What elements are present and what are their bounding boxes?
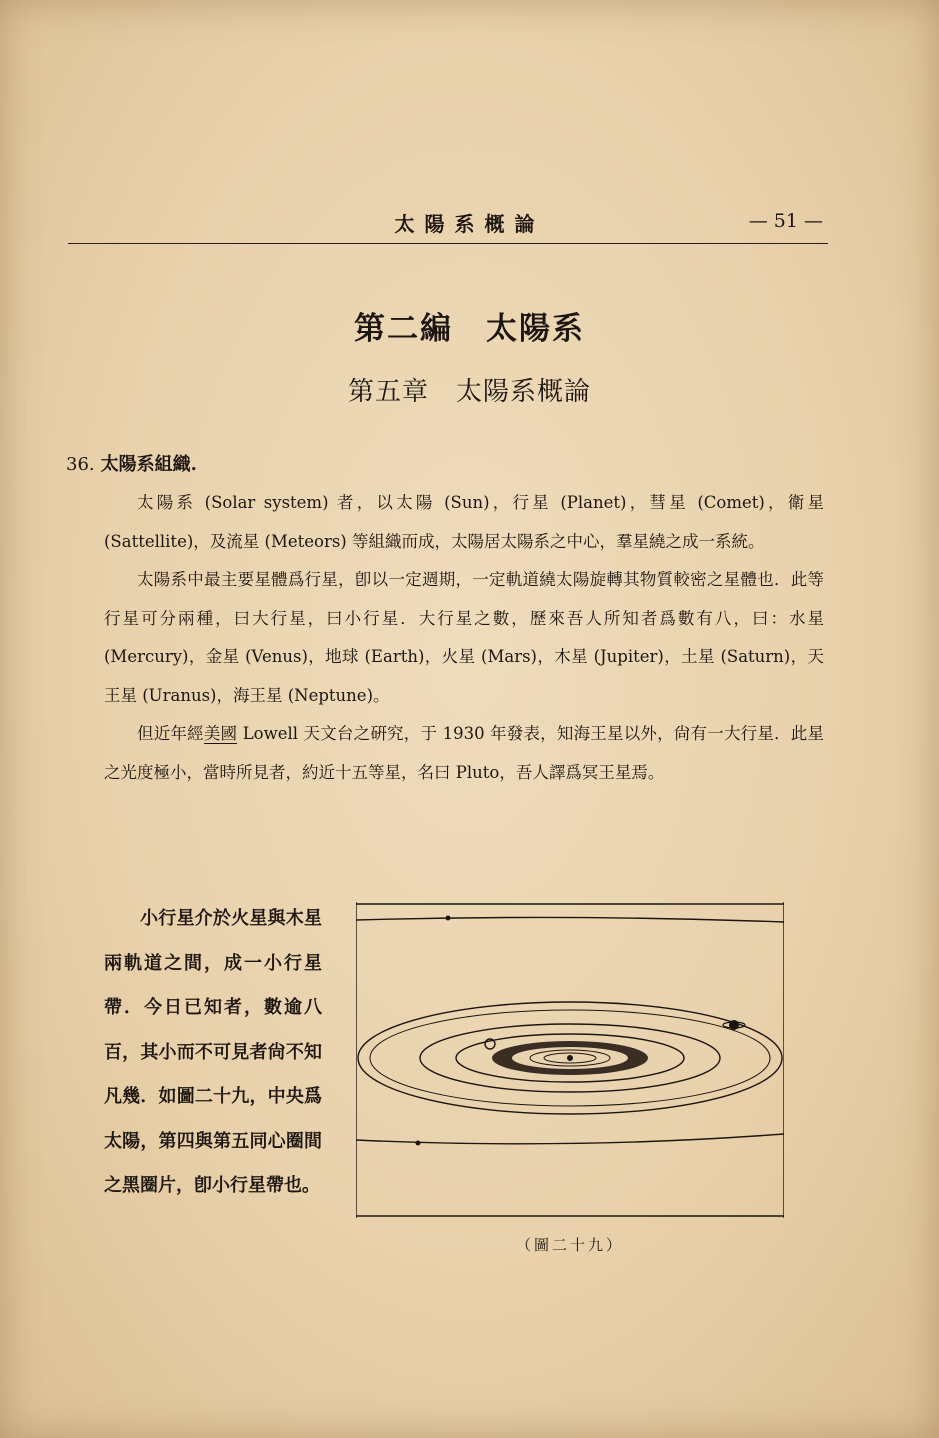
sun-icon: [567, 1055, 573, 1061]
solar-system-figure: [356, 902, 784, 1218]
figure-caption: （圖二十九）: [515, 1236, 624, 1254]
underlined-country: 美國: [203, 724, 238, 743]
header-rule: [68, 243, 828, 244]
section-number: 36.: [66, 454, 95, 475]
orbit-diagram: [356, 902, 784, 1218]
section-title: 太陽系組織.: [100, 454, 197, 475]
paragraph-pluto: [104, 715, 824, 792]
running-title: 太陽系概論: [394, 212, 545, 236]
paragraph-pluto-start: 但近年經: [137, 724, 204, 743]
paragraph-solar-system: 太陽系 (Solar system) 者，以太陽 (Sun)，行星 (Planet)，彗星 (Comet)，衛星 (Sattellite)，及流星 (Meteors) 等組織而成，太陽居太陽系之中心，羣星繞之成一系統。: [104, 493, 824, 551]
outer-planet-marker-2: [416, 1141, 421, 1146]
outer-planet-marker: [446, 916, 451, 921]
body-text: [104, 484, 824, 792]
page-number: — 51 —: [748, 210, 823, 232]
paragraph-planets: 太陽系中最主要星體爲行星，卽以一定週期，一定軌道繞太陽旋轉其物質較密之星體也．此等行星可分兩種，曰大行星，曰小行星．大行星之數，歷來吾人所知者爲數有八，曰：水星(Mercury)，金星 (Venus)，地球 (Earth)，火星 (Mars)，木星 (Jupiter)，土星 (Saturn)，天王星 (Uranus)，海王星 (Neptune)。: [104, 570, 824, 705]
chapter-title: 第五章 太陽系概論: [347, 377, 591, 407]
part-title: 第二編 太陽系: [354, 311, 585, 347]
paragraph-pluto-rest: Lowell 天文台之硏究，于 1930 年發表，知海王星以外，尙有一大行星．此星之光度極小，當時所見者，約近十五等星，名曰 Pluto，吾人譯爲冥王星焉。: [104, 724, 825, 782]
outer-orbit-top: [356, 917, 784, 922]
asteroid-belt-text: 小行星介於火星與木星兩軌道之間，成一小行星帶．今日已知者，數逾八百，其小而不可見者尙不知凡幾．如圖二十九，中央爲太陽，第四與第五同心圈間之黑圈片，卽小行星帶也。: [104, 908, 322, 1196]
section-heading: [66, 450, 197, 476]
